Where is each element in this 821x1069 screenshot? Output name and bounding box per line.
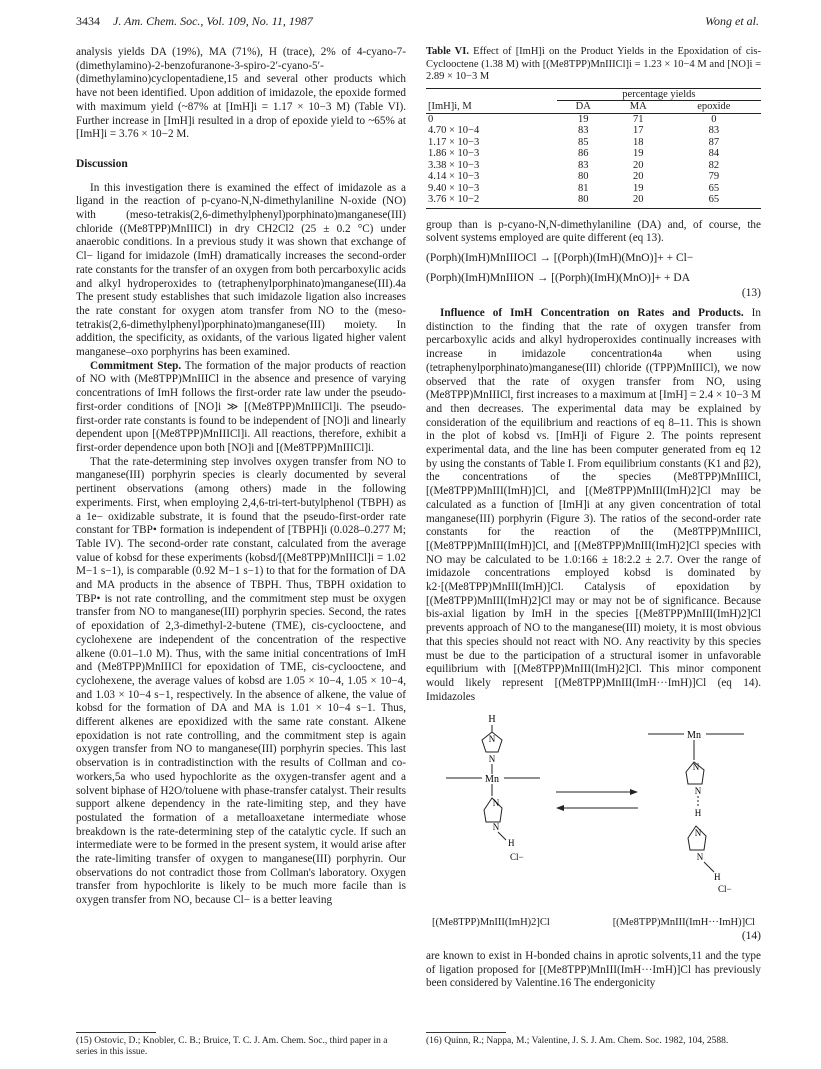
header-authors: Wong et al.: [705, 14, 759, 28]
table-caption: [426, 46, 761, 84]
table-cell: 82: [708, 159, 720, 171]
chemical-scheme: [426, 712, 761, 912]
table-cell: 83: [708, 125, 720, 136]
discussion-paragraph: In this investigation there is examined the effect of imidazole as a ligand in the reaction of p-cyano-N,N-dimethylaniline N-oxide (NO) with (meso-tetrakis(2,6-dimethylphenyl)porphinato)manganese(III) chloride ((Me8TPP)MnIIICl) in dry CH2Cl2 (25 ± 0.2 °C) under anaerobic conditions. In a previous study it was shown that exchange of Cl− ligand for imidazole (ImH) dramatically increases the second-order rate constants for the transfer of an oxygen from both percarboxylic acids and alkyl hydroperoxides to (tetraphenylporphinato)manganese(III).4a The present study establishes that such imidazole ligation also increases the rate constant for oxygen atom transfer from NO to the (meso-tetrakis(2,6-dimethylphenyl)porphinato)manganese(III) moiety. In addition, the specificity, as oxidants, of the various ligated higher valent manganese–oxo porphyrins has been examined.: [76, 181, 406, 359]
right-column: [426, 46, 761, 991]
table-cell: 4.70 × 10−4: [428, 125, 480, 136]
table-header-cell: DA: [557, 101, 610, 114]
commitment-heading: Commitment Step.: [90, 359, 182, 372]
atom-label: H: [508, 838, 515, 849]
table-cell: 86: [578, 148, 589, 159]
journal-citation: J. Am. Chem. Soc., Vol. 109, No. 11, 1987: [113, 14, 313, 28]
atom-label: N: [692, 762, 700, 773]
table-cell: 81: [578, 182, 589, 194]
table-cell: 65: [708, 182, 720, 194]
table-header-spacer: [426, 88, 557, 101]
table-cell: 83: [578, 125, 589, 136]
table-cell: 79: [708, 171, 720, 182]
intro-paragraph: analysis yields DA (19%), MA (71%), H (trace), 2% of 4-cyano-7-(dimethylamino)-2-benzofuranone-3-spiro-2′-cyano-5′-(dimethylamino)cyclopentadiene,15 and several other products which have not been identified. Upon addition of imidazole, the epoxide formed with maximum yield (~87% at [ImH]i = 1.17 × 10−3 M) (Table VI). Further increase in [ImH]i resulted in a drop of epoxide yield to ~65% at [ImH]i = 3.76 × 10−2 M.: [76, 46, 406, 141]
equation-text: (Porph)(ImH)MnIIION → [(Porph)(ImH)(MnO)]+ + DA: [426, 271, 691, 284]
after-table-paragraph: group than is p-cyano-N,N-dimethylaniline (DA) and, of course, the solvent systems employed are quite different (eq 13).: [426, 218, 761, 245]
table-row: [426, 148, 761, 160]
table-cell: 87: [708, 136, 720, 148]
equilibrium-arrows: [556, 789, 638, 811]
atom-label: H: [694, 808, 702, 819]
left-column: [76, 46, 406, 908]
left-structure: [446, 714, 540, 862]
table-row: [426, 183, 761, 195]
closing-paragraph: are known to exist in H-bonded chains in aprotic solvents,11 and the type of ligation proposed for [(Me8TPP)MnIII(ImH···ImH)]Cl has previously been considered by Valentine.16 The endergonicity: [426, 949, 761, 990]
atom-label: N: [694, 786, 702, 797]
table-cell: 83: [578, 159, 589, 171]
table-cell: 85: [578, 136, 589, 148]
footnote-16: (16) Quinn, R.; Nappa, M.; Valentine, J. S. J. Am. Chem. Soc. 1982, 104, 2588.: [426, 1036, 729, 1046]
table-header-row: [426, 101, 761, 114]
equation-14-number-row: [426, 930, 761, 944]
influence-text: In distinction to the finding that the rate of oxygen transfer from percarboxylic acids and alkyl hydroperoxides continually increases with increase in imidazole concentration4a when using (tetraphenylporphinato)manganese(III) chloride ((TPP)MnIIICl), we now observed that the rate of oxygen transfer from NO, using (Me8TPP)MnIIICl, first increases to a maximum at [ImH] = 2.4 × 10−3 M and then decreases. The experimental data may be explained by consideration of the equilibrium and reactions of eq 8–11. This is shown in the plot of kobsd vs. [ImH]i of Figure 2. The points represent experimental data, and the line has been computer generated from eq 12 by using the constants of Table I. From equilibrium constants (K1 and β2), the concentrations of the species (Me8TPP)MnIIICl, [(Me8TPP)MnIII(ImH)]Cl, and [(Me8TPP)MnIII(ImH)2]Cl may be calculated as a function of [ImH]i at any given concentration of total manganese(III) porphyrin (Figure 3). The ratios of the second-order rate constants for the reaction of the (Me8TPP)MnIIICl, [(Me8TPP)MnIII(ImH)]Cl, and [(Me8TPP)MnIII(ImH)2]Cl species with NO may be calculated to be 1.0:166 ± 18:2.2 ± 2.7. Over the range of imidazole concentrations employed kobsd is dominated by k2·[(Me8TPP)MnIII(ImH)]Cl. Catalysis of epoxidation by [(Me8TPP)MnIII(ImH)2]Cl may or may not be of significance. Because bis-axial ligation by ImH in the species [(Me8TPP)MnIII(ImH)2]Cl prevents approach of NO to the manganese(III) moiety, it is most obvious that this species should not react with NO. Any reactivity by this species must be due to the participation of a structural isomer in unfavorable equilibrium with [(Me8TPP)MnIII(ImH)2]Cl. This minor component would likely represent [(Me8TPP)MnIII(ImH···ImH)]Cl (eq 14). Imidazoles: [426, 307, 761, 703]
table-cell: 3.38 × 10−3: [428, 159, 480, 171]
commitment-paragraph: [76, 360, 406, 456]
atom-label: N: [696, 852, 704, 863]
atom-label: N: [492, 798, 500, 809]
table-cell: 19: [632, 148, 644, 159]
table-body: [426, 113, 761, 208]
footnote-15: (15) Ostovic, D.; Knobler, C. B.; Bruice, T. C. J. Am. Chem. Soc., third paper in a series in this issue.: [76, 1036, 388, 1057]
influence-paragraph: [426, 307, 761, 704]
running-header: [76, 14, 759, 32]
discussion-heading: Discussion: [76, 157, 128, 170]
table-cell: 18: [632, 136, 644, 148]
right-structure: [648, 730, 744, 894]
table-span-header: percentage yields: [557, 88, 761, 101]
atom-label: N: [488, 754, 496, 765]
table-cell: 3.76 × 10−2: [426, 194, 557, 208]
atom-label: Cl−: [510, 852, 524, 863]
table-cell: 1.86 × 10−3: [428, 148, 480, 159]
influence-heading: Influence of ImH Concentration on Rates and Products.: [440, 307, 744, 320]
table-cell: 19: [578, 113, 589, 125]
atom-label: H: [488, 714, 496, 726]
commitment-text: The formation of the major products of reaction of NO with (Me8TPP)MnIIICl in the absence and presence of varying concentrations of ImH follows the first-order rate law under the pseudo-first-order conditions of [NO]i ≫ [(Me8TPP)MnIIICl]i. The pseudo-first-order rate constants is found to be independent of [NO]i and linearly dependent upon [(Me8TPP)MnIIICl]i. All reactions, therefore, exhibit a first-order dependence upon both [NO]i and [(Me8TPP)MnIIICl]i.: [76, 359, 406, 454]
table-row: [426, 171, 761, 183]
table-row: [426, 125, 761, 137]
table-cell: 17: [632, 125, 644, 136]
atom-label: H: [714, 872, 721, 883]
equation-13-line-1: [426, 252, 761, 266]
table-cell: 9.40 × 10−3: [428, 182, 480, 194]
table-header-cell: epoxide: [667, 101, 761, 114]
atom-label: Mn: [485, 774, 499, 786]
table-cell: 80: [557, 194, 610, 208]
equation-text: (Porph)(ImH)MnIIIOCl → [(Porph)(ImH)(MnO)]+ + Cl−: [426, 251, 694, 264]
table-cell: 0: [428, 113, 434, 125]
table-cell: 4.14 × 10−3: [428, 171, 480, 182]
scheme-drawing: [426, 712, 761, 912]
equation-13-line-2: [426, 272, 761, 286]
footnote-rule-right: [426, 1032, 506, 1033]
table-cell: 84: [708, 148, 720, 159]
atom-label: N: [488, 734, 496, 745]
table-cell: 71: [632, 113, 644, 125]
table-caption-text: Effect of [ImH]i on the Product Yields in the Epoxidation of cis-Cyclooctene (1.38 M) with [(Me8TPP)MnIIICl]i = 1.23 × 10−4 M and [NO]i = 2.89 × 10−3 M: [426, 46, 762, 82]
table-cell: 19: [632, 182, 644, 194]
page-number: 3434: [76, 14, 100, 28]
rds-paragraph: That the rate-determining step involves oxygen transfer from NO to manganese(III) porphyrin species is clearly documented by several pertinent observations (among others) made in the following experiments. First, when employing 2,4,6-tri-tert-butylphenol (TBPH) as a 1e− oxidizable substrate, it is found that the pseudo-first-order rate constant for TBP• formation is independent of [TBPH]i (0.028–0.277 M; Table IV). The second-order rate constant, calculated from the average value of kobsd for these experiments (kobsd/[(Me8TPP)MnIIICl]i = 1.02 M−1 s−1), is comparable (0.92 M−1 s−1) to that for the formation of DA and MA products in the absence of TBPH. Thus, TBPH oxidation to TBP• is not rate controlling, and the commitment step must be oxygen transfer from NO to manganese(III) porphyrin species. Second, the rates of epoxidation of 2,3-dimethyl-2-butene (TME), cis-cyclooctene, and cyclohexene are independent of the concentration of the respective alkene (0.01–1.0 M). Thus, with the same initial concentrations of ImH and (Me8TPP)MnIIICl for epoxidation of TME, cis-cyclooctene, and cyclohexene, the average values of kobsd are 1.05 × 10−4, 1.05 × 10−4, and 1.03 × 10−4 s−1, respectively. In the absence of alkene, the value of kobsd for the formation of DA and MA is 1.01 × 10−4 s−1. Thus, different alkenes are epoxidized with the same rate constant. Alkene epoxidation is not rate controlling, and the commitment step is again oxygen transfer from NO to manganese(III) porphyrin species. This last observation is in contradistinction with the results of Collman and co-workers,5a who used hypochlorite as the oxygen-transfer agent and a solvent biphase of H2O/toluene with phase-transfer catalyst. Their results support alkene dependency in the rate-limiting step, and they have postulated the formation of a metalloaxetane intermediate whose breakdown is the rate-determining step of the catalytic cycle. If such an intermediate were to be formed in the present system, it would arise after the rate-limiting transfer of oxygen to manganese(III) porphyrin. Our observations do not contradict those from Collman's laboratory. Oxygen transfer from hypochlorite is likely to be much more facile than is oxygen transfer from NO, because Cl− is a better leaving: [76, 455, 406, 907]
data-table: [426, 88, 761, 209]
table-cell: 0: [711, 113, 717, 125]
atom-label: N: [492, 822, 500, 833]
table-header-cell: MA: [610, 101, 667, 114]
table-row: [426, 137, 761, 149]
footnote-rule-left: [76, 1032, 156, 1033]
table-caption-label: Table VI.: [426, 46, 469, 57]
scheme-labels: [426, 916, 761, 930]
equation-13-number-row: [426, 287, 761, 301]
scheme-label-left: [(Me8TPP)MnIII(ImH)2]Cl: [432, 917, 550, 929]
table-row: [426, 194, 761, 208]
equation-number: (13): [741, 287, 761, 300]
table-cell: 20: [632, 171, 644, 182]
atom-label: N: [694, 828, 702, 839]
table-header-cell: [ImH]i, M: [426, 101, 557, 114]
atom-label: Cl−: [718, 884, 732, 895]
table-row: [426, 160, 761, 172]
scheme-label-right: [(Me8TPP)MnIII(ImH···ImH)]Cl: [612, 917, 755, 929]
atom-label: Mn: [687, 730, 701, 742]
table-cell: 20: [632, 159, 644, 171]
equation-number: (14): [741, 930, 761, 943]
table-cell: 65: [667, 194, 761, 208]
table-cell: 20: [610, 194, 667, 208]
table-row: [426, 113, 761, 125]
header-left: [76, 14, 323, 32]
table-cell: 1.17 × 10−3: [428, 136, 480, 148]
table-cell: 80: [578, 171, 589, 182]
